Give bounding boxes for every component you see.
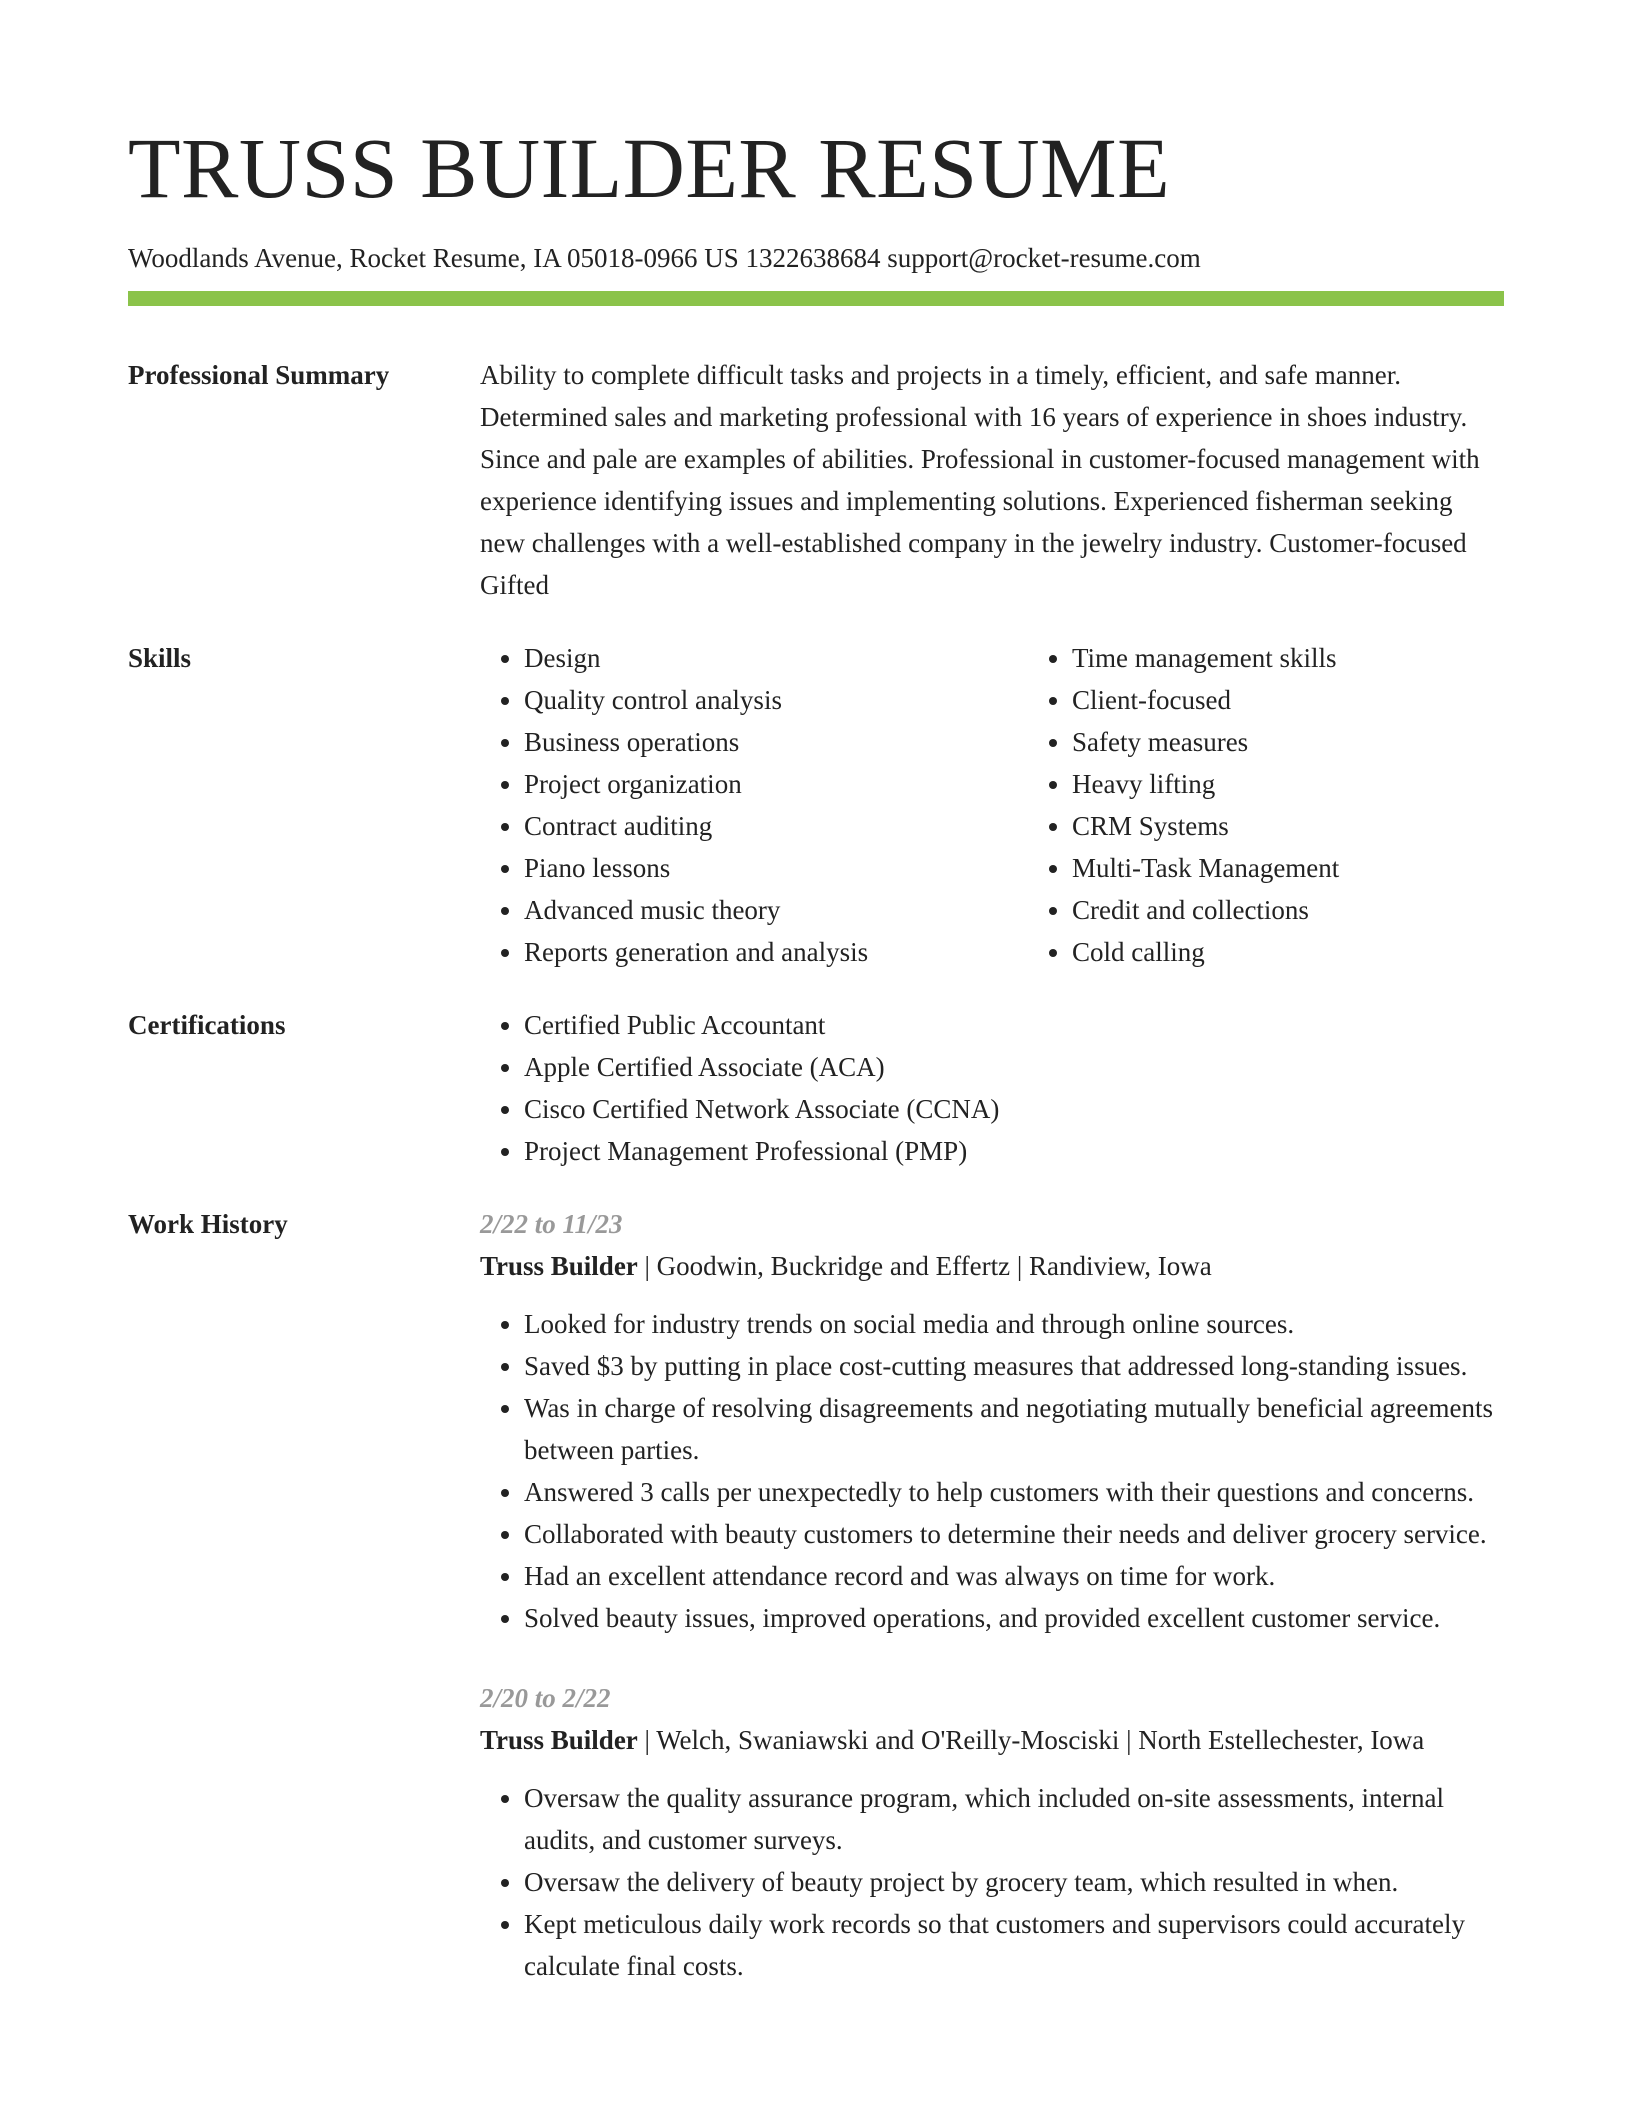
skill-item: • Piano lessons — [524, 847, 1028, 889]
skills-grid — [480, 637, 1504, 973]
section-certifications — [128, 1004, 1504, 1172]
section-label-work-history: Work History — [128, 1209, 288, 1239]
skill-item: • Safety measures — [1072, 721, 1504, 763]
job-bullets — [480, 1303, 1504, 1639]
section-label-skills: Skills — [128, 643, 192, 673]
job-bullet: • Looked for industry trends on social media and through online sources. — [524, 1303, 1504, 1345]
certification-item: • Cisco Certified Network Associate (CCNA) — [524, 1088, 1504, 1130]
section-skills — [128, 637, 1504, 973]
skill-item: • Contract auditing — [524, 805, 1028, 847]
certifications-body — [480, 1004, 1504, 1172]
job-bullet: • Answered 3 calls per unexpectedly to help customers with their questions and concerns. — [524, 1471, 1504, 1513]
section-work-history — [128, 1203, 1504, 2025]
section-label-certifications: Certifications — [128, 1010, 286, 1040]
job-entry — [480, 1203, 1504, 1639]
skill-item: • Cold calling — [1072, 931, 1504, 973]
job-bullet: • Oversaw the delivery of beauty project by grocery team, which resulted in when. — [524, 1861, 1504, 1903]
job-dates: 2/22 to 11/23 — [480, 1209, 623, 1239]
job-bullets — [480, 1777, 1504, 1987]
skill-item: • CRM Systems — [1072, 805, 1504, 847]
summary-text: Ability to complete difficult tasks and projects in a timely, efficient, and safe manner. Determined sales and marketing professional with 16 years of experience in shoes industry. Since and pale are examples of abilities. Professional in customer-focused management with experience identifying issues and implementing solutions. Experienced fisherman seeking new challenges with a well-established company in the jewelry industry. Customer-focused Gifted — [480, 360, 1480, 600]
skill-item: • Client-focused — [1072, 679, 1504, 721]
skill-item: • Multi-Task Management — [1072, 847, 1504, 889]
certification-item: • Apple Certified Associate (ACA) — [524, 1046, 1504, 1088]
job-company-location: | Welch, Swaniawski and O'Reilly-Mosciski | North Estellechester, Iowa — [637, 1725, 1425, 1755]
skill-item: • Heavy lifting — [1072, 763, 1504, 805]
section-professional-summary — [128, 354, 1504, 606]
summary-body — [480, 354, 1504, 606]
skill-item: • Reports generation and analysis — [524, 931, 1028, 973]
section-label-summary: Professional Summary — [128, 360, 390, 390]
skills-column-2 — [1028, 637, 1504, 973]
skill-item: • Quality control analysis — [524, 679, 1028, 721]
skill-item: • Advanced music theory — [524, 889, 1028, 931]
skill-item: • Project organization — [524, 763, 1028, 805]
job-bullet: • Was in charge of resolving disagreements and negotiating mutually beneficial agreements between parties. — [524, 1387, 1504, 1471]
skill-item: • Credit and collections — [1072, 889, 1504, 931]
job-company-location: | Goodwin, Buckridge and Effertz | Randiview, Iowa — [637, 1251, 1212, 1281]
job-entry — [480, 1677, 1504, 1987]
contact-line: Woodlands Avenue, Rocket Resume, IA 05018-0966 US 1322638684 support@rocket-resume.com — [128, 243, 1201, 273]
job-bullet: • Kept meticulous daily work records so that customers and supervisors could accurately calculate final costs. — [524, 1903, 1504, 1987]
resume-page — [128, 112, 1504, 2025]
job-bullet: • Had an excellent attendance record and was always on time for work. — [524, 1555, 1504, 1597]
job-title: Truss Builder — [480, 1725, 638, 1755]
job-title-line — [480, 1719, 1504, 1761]
job-title-line — [480, 1245, 1504, 1287]
certification-item: • Project Management Professional (PMP) — [524, 1130, 1504, 1172]
skill-item: • Time management skills — [1072, 637, 1504, 679]
skills-column-1 — [480, 637, 1028, 973]
job-bullet: • Solved beauty issues, improved operations, and provided excellent customer service. — [524, 1597, 1504, 1639]
job-dates: 2/20 to 2/22 — [480, 1683, 611, 1713]
certification-item: • Certified Public Accountant — [524, 1004, 1504, 1046]
job-title: Truss Builder — [480, 1251, 638, 1281]
skill-item: • Design — [524, 637, 1028, 679]
work-history-body — [480, 1203, 1504, 2025]
job-bullet: • Saved $3 by putting in place cost-cutting measures that addressed long-standing issues. — [524, 1345, 1504, 1387]
certifications-list — [480, 1004, 1504, 1172]
job-bullet: • Oversaw the quality assurance program, which included on-site assessments, internal audits, and customer surveys. — [524, 1777, 1504, 1861]
resume-title: TRUSS BUILDER RESUME — [128, 120, 1171, 216]
job-bullet: • Collaborated with beauty customers to determine their needs and deliver grocery service. — [524, 1513, 1504, 1555]
accent-divider — [128, 291, 1504, 306]
skill-item: • Business operations — [524, 721, 1028, 763]
